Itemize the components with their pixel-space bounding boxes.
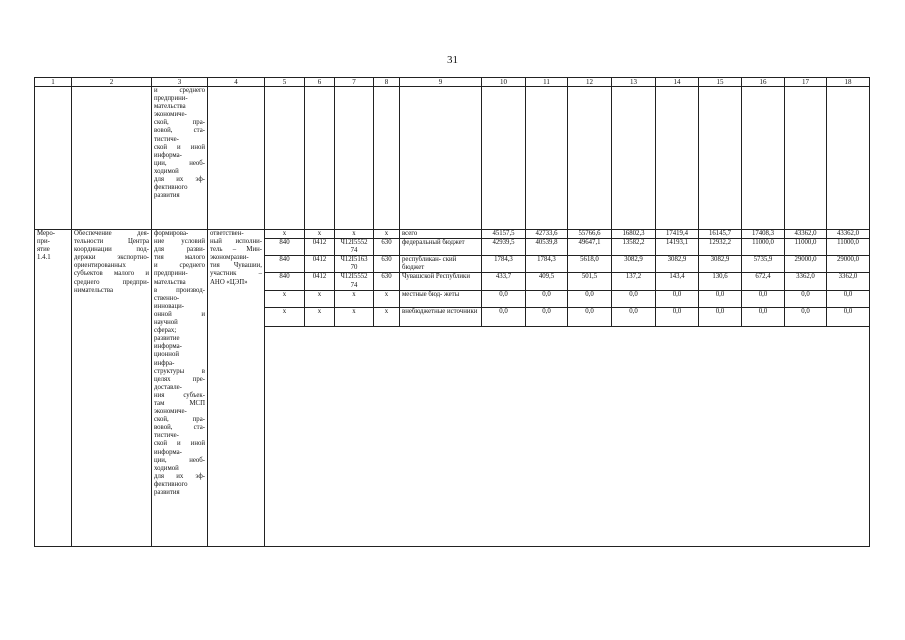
funding-value: 3082,9 xyxy=(656,256,699,273)
grbs-code: 840 xyxy=(265,273,305,290)
text-line: тистиче- xyxy=(154,432,179,440)
funding-value: 0,0 xyxy=(699,307,742,326)
funding-value: 0,0 xyxy=(526,290,568,307)
funding-value: 43362,0 xyxy=(827,230,870,239)
section-code: 0412 xyxy=(305,256,335,273)
grbs-code: 840 xyxy=(265,239,305,256)
funding-value: 49647,1 xyxy=(568,239,612,256)
empty-cell xyxy=(526,87,568,230)
funding-value: 3082,9 xyxy=(612,256,656,273)
text-line: нимательства xyxy=(74,286,113,294)
funding-value: 17419,4 xyxy=(656,230,699,239)
page-number: 31 xyxy=(447,54,458,66)
text-line: информа- xyxy=(154,343,182,351)
text-line: ятие xyxy=(37,246,50,254)
funding-value: 0,0 xyxy=(699,290,742,307)
funding-value: 0,0 xyxy=(785,307,827,326)
empty-cell xyxy=(482,87,526,230)
target-article-code: x xyxy=(335,307,374,326)
expense-type-code: x xyxy=(374,307,400,326)
section-code: x xyxy=(305,230,335,239)
text-line: экономразви- xyxy=(210,254,249,262)
budget-table xyxy=(34,77,870,547)
section-code: 0412 xyxy=(305,273,335,290)
funding-value: 14193,1 xyxy=(656,239,699,256)
text-line: координации под- xyxy=(74,246,149,254)
text-line: ориентированных xyxy=(74,262,126,270)
column-number-row xyxy=(35,78,870,87)
text-line: 1.4.1 xyxy=(37,254,51,262)
column-number: 12 xyxy=(568,78,612,87)
funding-value: 11000,0 xyxy=(785,239,827,256)
text-line: тия малого xyxy=(154,254,205,262)
text-line: ный исполни- xyxy=(210,238,262,246)
text-line: ской и иной xyxy=(154,440,205,448)
empty-cell xyxy=(72,87,152,230)
text-line: и среднего xyxy=(154,87,205,94)
funding-source: Чувашской Республики xyxy=(400,273,482,290)
column-number: 1 xyxy=(35,78,72,87)
empty-cell xyxy=(400,87,482,230)
column-number: 18 xyxy=(827,78,870,87)
section-code: x xyxy=(305,290,335,307)
funding-value: 5735,9 xyxy=(742,256,785,273)
text-line: Обеспечение дея- xyxy=(74,230,149,237)
funding-value: 0,0 xyxy=(526,307,568,326)
text-line: ходимой xyxy=(154,464,179,472)
text-line: онной и xyxy=(154,310,205,318)
target-article-code: Ч12I5552 74 xyxy=(335,239,374,256)
grbs-code: x xyxy=(265,307,305,326)
text-line: ния субъек- xyxy=(154,391,205,399)
text-line: структуры в xyxy=(154,367,205,375)
text-line: предприни- xyxy=(154,95,188,103)
funding-source: федеральный бюджет xyxy=(400,239,482,256)
funding-value: 130,6 xyxy=(699,273,742,290)
funding-value: 0,0 xyxy=(785,290,827,307)
column-number: 13 xyxy=(612,78,656,87)
text-line: и среднего xyxy=(154,262,205,270)
expense-type-code: x xyxy=(374,290,400,307)
column-number: 2 xyxy=(72,78,152,87)
text-line: фективного xyxy=(154,184,188,192)
grbs-code: 840 xyxy=(265,256,305,273)
funding-value: 11000,0 xyxy=(742,239,785,256)
event-executor xyxy=(208,230,265,547)
text-line: вовой, ста- xyxy=(154,127,205,135)
text-line: ции, необ- xyxy=(154,159,205,167)
column-number: 16 xyxy=(742,78,785,87)
funding-value: 0,0 xyxy=(482,290,526,307)
funding-value: 0,0 xyxy=(612,307,656,326)
text-line: тия Чувашии, xyxy=(210,262,262,270)
expense-type-code: 630 xyxy=(374,273,400,290)
column-number: 4 xyxy=(208,78,265,87)
text-line: информа- xyxy=(154,448,182,456)
text-line: ции, необ- xyxy=(154,456,205,464)
column-number: 17 xyxy=(785,78,827,87)
funding-value: 1784,3 xyxy=(526,256,568,273)
column-number: 5 xyxy=(265,78,305,87)
continuation-row xyxy=(35,87,870,230)
funding-source: республикан- ский бюджет xyxy=(400,256,482,273)
text-line: целях пре- xyxy=(154,375,205,383)
target-article-code: x xyxy=(335,290,374,307)
text-line: в производ- xyxy=(154,286,205,294)
funding-value: 3082,9 xyxy=(699,256,742,273)
text-line: мательства xyxy=(154,278,186,286)
funding-source: местные бюд- жеты xyxy=(400,290,482,307)
text-line: экономиче- xyxy=(154,111,187,119)
text-line: развитие xyxy=(154,335,180,343)
text-line: для их эф- xyxy=(154,472,205,480)
funding-value: 0,0 xyxy=(656,307,699,326)
column-number: 14 xyxy=(656,78,699,87)
empty-cell xyxy=(699,87,742,230)
empty-cell xyxy=(35,87,72,230)
empty-cell xyxy=(568,87,612,230)
funding-value: 17408,3 xyxy=(742,230,785,239)
column-number: 8 xyxy=(374,78,400,87)
funding-value: 1784,3 xyxy=(482,256,526,273)
funding-value: 0,0 xyxy=(827,290,870,307)
funding-value: 0,0 xyxy=(656,290,699,307)
text-line: инноваци- xyxy=(154,302,184,310)
text-line: среднего предпри- xyxy=(74,278,149,286)
funding-value: 3362,0 xyxy=(827,273,870,290)
text-line: инфра- xyxy=(154,359,175,367)
funding-source: внебюджетные источники xyxy=(400,307,482,326)
empty-cell xyxy=(265,326,870,546)
text-line: информа- xyxy=(154,151,182,159)
section-code: x xyxy=(305,307,335,326)
funding-value: 433,7 xyxy=(482,273,526,290)
text-line: развития xyxy=(154,192,180,200)
funding-value: 16802,3 xyxy=(612,230,656,239)
text-line: Меро- xyxy=(37,230,56,237)
section-code: 0412 xyxy=(305,239,335,256)
empty-cell xyxy=(785,87,827,230)
text-line: при- xyxy=(37,238,50,246)
text-line: АНО «ЦЭП» xyxy=(210,278,248,286)
continuation-goal-text xyxy=(152,87,208,230)
event-number xyxy=(35,230,72,547)
column-number: 10 xyxy=(482,78,526,87)
text-line: доставле- xyxy=(154,383,182,391)
text-line: для их эф- xyxy=(154,176,205,184)
column-number: 3 xyxy=(152,78,208,87)
funding-value: 0,0 xyxy=(742,307,785,326)
expense-type-code: x xyxy=(374,230,400,239)
funding-source: всего xyxy=(400,230,482,239)
text-line: ской, пра- xyxy=(154,119,205,127)
funding-value: 0,0 xyxy=(568,307,612,326)
expense-type-code: 630 xyxy=(374,256,400,273)
text-line: ственно- xyxy=(154,294,180,302)
funding-value: 0,0 xyxy=(612,290,656,307)
funding-value: 501,5 xyxy=(568,273,612,290)
text-line: предприни- xyxy=(154,270,188,278)
funding-value: 45157,5 xyxy=(482,230,526,239)
text-line: мательства xyxy=(154,103,186,111)
funding-value: 0,0 xyxy=(827,307,870,326)
event-goal xyxy=(152,230,208,547)
funding-value: 0,0 xyxy=(742,290,785,307)
empty-cell xyxy=(335,87,374,230)
expense-type-code: 630 xyxy=(374,239,400,256)
funding-value: 12932,2 xyxy=(699,239,742,256)
empty-cell xyxy=(374,87,400,230)
text-line: ской и иной xyxy=(154,143,205,151)
column-number: 6 xyxy=(305,78,335,87)
funding-value: 42939,5 xyxy=(482,239,526,256)
text-line: тель – Мин- xyxy=(210,246,262,254)
text-line: научной xyxy=(154,319,178,327)
empty-cell xyxy=(265,87,305,230)
event-name xyxy=(72,230,152,547)
text-line: развития xyxy=(154,489,180,496)
funding-value: 16145,7 xyxy=(699,230,742,239)
text-line: формирова- xyxy=(154,230,189,237)
funding-value: 5618,0 xyxy=(568,256,612,273)
text-line: фективного xyxy=(154,480,188,488)
empty-cell xyxy=(656,87,699,230)
funding-value: 143,4 xyxy=(656,273,699,290)
target-article-code: Ч12I5552 74 xyxy=(335,273,374,290)
text-line: там МСП xyxy=(154,399,205,407)
text-line: тельности Центра xyxy=(74,238,149,246)
funding-value: 42733,6 xyxy=(526,230,568,239)
text-line: держки экспортно- xyxy=(74,254,149,262)
funding-value: 29000,0 xyxy=(785,256,827,273)
empty-cell xyxy=(827,87,870,230)
table-row xyxy=(35,230,870,239)
funding-value: 409,5 xyxy=(526,273,568,290)
empty-cell xyxy=(305,87,335,230)
column-number: 11 xyxy=(526,78,568,87)
column-number: 9 xyxy=(400,78,482,87)
grbs-code: x xyxy=(265,230,305,239)
text-line: ние условий xyxy=(154,238,205,246)
column-number: 15 xyxy=(699,78,742,87)
empty-cell xyxy=(612,87,656,230)
text-line: ответствен- xyxy=(210,230,244,237)
text-line: для разви- xyxy=(154,246,205,254)
text-line: тистиче- xyxy=(154,135,179,143)
text-line: субъектов малого и xyxy=(74,270,149,278)
funding-value: 43362,0 xyxy=(785,230,827,239)
funding-value: 0,0 xyxy=(568,290,612,307)
funding-value: 40539,8 xyxy=(526,239,568,256)
text-line: ской, пра- xyxy=(154,416,205,424)
target-article-code: Ч12I5163 70 xyxy=(335,256,374,273)
text-line: сферах; xyxy=(154,327,177,335)
text-line: экономиче- xyxy=(154,408,187,416)
text-line: ционной xyxy=(154,351,179,359)
text-line: вовой, ста- xyxy=(154,424,205,432)
funding-value: 11000,0 xyxy=(827,239,870,256)
funding-value: 3362,0 xyxy=(785,273,827,290)
funding-value: 55766,6 xyxy=(568,230,612,239)
grbs-code: x xyxy=(265,290,305,307)
target-article-code: x xyxy=(335,230,374,239)
column-number: 7 xyxy=(335,78,374,87)
text-line: участник – xyxy=(210,270,262,278)
empty-cell xyxy=(208,87,265,230)
funding-value: 0,0 xyxy=(482,307,526,326)
text-line: ходимой xyxy=(154,167,179,175)
funding-value: 672,4 xyxy=(742,273,785,290)
funding-value: 13582,2 xyxy=(612,239,656,256)
empty-cell xyxy=(742,87,785,230)
funding-value: 29000,0 xyxy=(827,256,870,273)
funding-value: 137,2 xyxy=(612,273,656,290)
